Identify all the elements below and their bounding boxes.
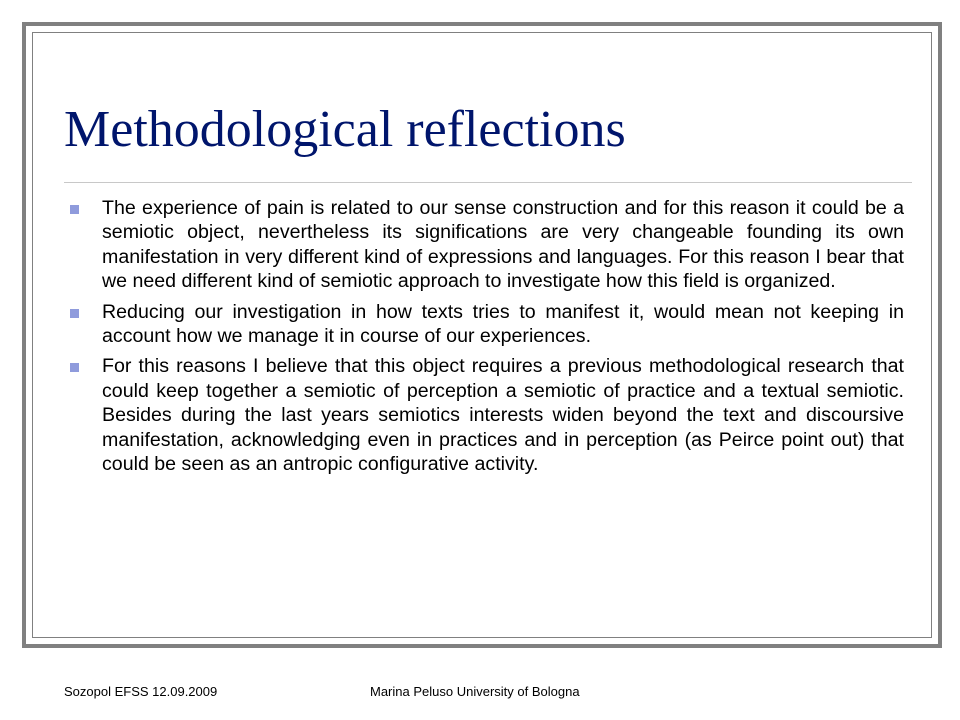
bullet-item bbox=[64, 354, 904, 476]
footer-author: Marina Peluso University of Bologna bbox=[370, 684, 580, 699]
bullet-text: The experience of pain is related to our sense construction and for this reason it could be a semiotic object, nevertheless its significations are very changeable founding its own manifestation in very different kind of expressions and languages. For this reason I bear that we need different kind of semiotic approach to investigate how this field is organized. bbox=[102, 197, 904, 293]
slide-title: Methodological reflections bbox=[64, 101, 626, 158]
bullet-item bbox=[64, 196, 904, 294]
bullet-text: For this reasons I believe that this object requires a previous methodological research that could keep together a semiotic of perception a semiotic of practice and a textual semiotic. Besides during the last years semiotics interests widen beyond the text and discoursive manifestation, acknowledging even in practices and in perception (as Peirce point out) that could be seen as an antropic configurative activity. bbox=[102, 355, 904, 476]
bullet-text: Reducing our investigation in how texts tries to manifest it, would mean not keeping in account how we manage it in course of our experiences. bbox=[102, 300, 904, 348]
square-bullet-icon bbox=[70, 205, 79, 214]
square-bullet-icon bbox=[70, 309, 79, 318]
square-bullet-icon bbox=[70, 363, 79, 372]
bullet-list bbox=[64, 196, 904, 482]
footer-event-date: Sozopol EFSS 12.09.2009 bbox=[64, 684, 218, 699]
bullet-item bbox=[64, 300, 904, 349]
title-divider bbox=[64, 182, 912, 183]
